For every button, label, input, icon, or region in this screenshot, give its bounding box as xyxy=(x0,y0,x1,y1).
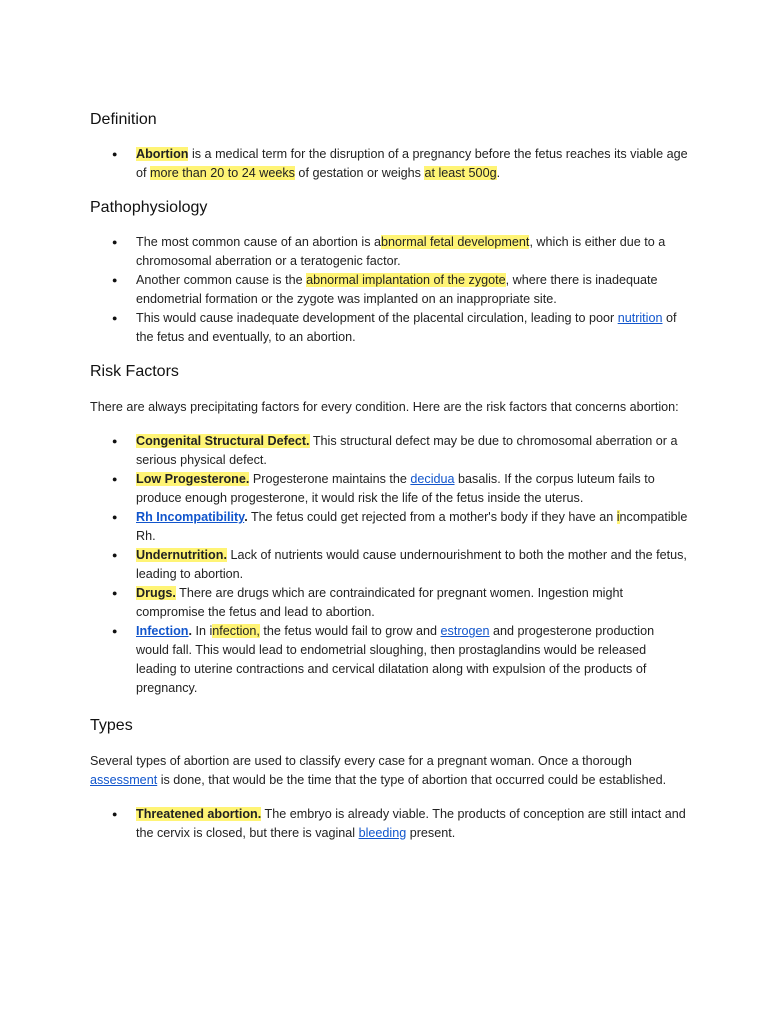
document-page xyxy=(90,106,690,843)
list-item: ● Congenital Structural Defect. This structural defect may be due to chromosomal aberration or a serious physical defect. xyxy=(90,432,690,470)
rh-incompatibility-link[interactable]: Rh Incompatibility xyxy=(136,510,245,524)
text-highlight: i xyxy=(616,510,620,524)
text-highlight: abnormal implantation of the zygote xyxy=(306,273,506,287)
term-highlight: Congenital Structural Defect. xyxy=(136,434,310,448)
section-heading-pathophysiology: Pathophysiology xyxy=(90,199,208,216)
list-item: ● Threatened abortion. The embryo is already viable. The products of conception are still intact and the cervix is closed, but there is vaginal bleeding present. xyxy=(90,805,690,843)
term-highlight: Undernutrition. xyxy=(136,548,227,562)
list-item: ● This would cause inadequate development of the placental circulation, leading to poor nutrition of the fetus and eventually, to an abortion. xyxy=(90,309,690,347)
infection-link[interactable]: Infection xyxy=(136,624,189,638)
list-item: ● Undernutrition. Lack of nutrients would cause undernourishment to both the mother and the fetus, leading to abortion. xyxy=(90,546,690,584)
section-heading-definition: Definition xyxy=(90,111,157,128)
estrogen-link[interactable]: estrogen xyxy=(440,624,490,638)
text-highlight: at least 500g xyxy=(424,166,497,180)
list-item: ● Low Progesterone. Progesterone maintains the decidua basalis. If the corpus luteum fails to produce enough progesterone, it would risk the life of the fetus inside the uterus. xyxy=(90,470,690,508)
term-highlight: Drugs. xyxy=(136,586,176,600)
definition-list xyxy=(90,145,690,183)
types-list xyxy=(90,805,690,843)
term-highlight: Threatened abortion. xyxy=(136,807,262,821)
list-item: ● Drugs. There are drugs which are contraindicated for pregnant women. Ingestion might compromise the fetus and lead to abortion. xyxy=(90,584,690,622)
assessment-link[interactable]: assessment xyxy=(90,773,158,787)
pathophysiology-list xyxy=(90,233,690,347)
text-highlight: bnormal fetal development xyxy=(381,235,530,249)
risk-factors-list xyxy=(90,432,690,698)
list-item: ● Rh Incompatibility. The fetus could get rejected from a mother's body if they have an incompatible Rh. xyxy=(90,508,690,546)
list-item: ● The most common cause of an abortion is abnormal fetal development, which is either due to a chromosomal aberration or a teratogenic factor. xyxy=(90,233,690,271)
term-highlight: Abortion xyxy=(136,147,189,161)
list-item: ● Abortion is a medical term for the disruption of a pregnancy before the fetus reaches its viable age of more than 20 to 24 weeks of gestation or weighs at least 500g. xyxy=(90,145,690,183)
list-item: ● Another common cause is the abnormal implantation of the zygote, where there is inadequate endometrial formation or the zygote was implanted on an inappropriate site. xyxy=(90,271,690,309)
section-heading-types: Types xyxy=(90,717,133,734)
risk-factors-intro: There are always precipitating factors for every condition. Here are the risk factors that concerns abortion: xyxy=(90,400,679,414)
section-heading-risk-factors: Risk Factors xyxy=(90,363,179,380)
types-intro: Several types of abortion are used to classify every case for a pregnant woman. Once a thorough assessment is done, that would be the time that the type of abortion that occurred could be established. xyxy=(90,754,667,787)
term-highlight: Low Progesterone. xyxy=(136,472,250,486)
list-item: ● Infection. In infection, the fetus would fail to grow and estrogen and progesterone production would fall. This would lead to endometrial sloughing, then prostaglandins would be released leading to uterine contractions and cervical dilatation along with expulsion of the products of pregnancy. xyxy=(90,622,690,698)
bleeding-link[interactable]: bleeding xyxy=(358,826,407,840)
nutrition-link[interactable]: nutrition xyxy=(617,311,663,325)
decidua-link[interactable]: decidua xyxy=(410,472,455,486)
text-highlight: nfection, xyxy=(212,624,260,638)
text-highlight: more than 20 to 24 weeks xyxy=(150,166,295,180)
